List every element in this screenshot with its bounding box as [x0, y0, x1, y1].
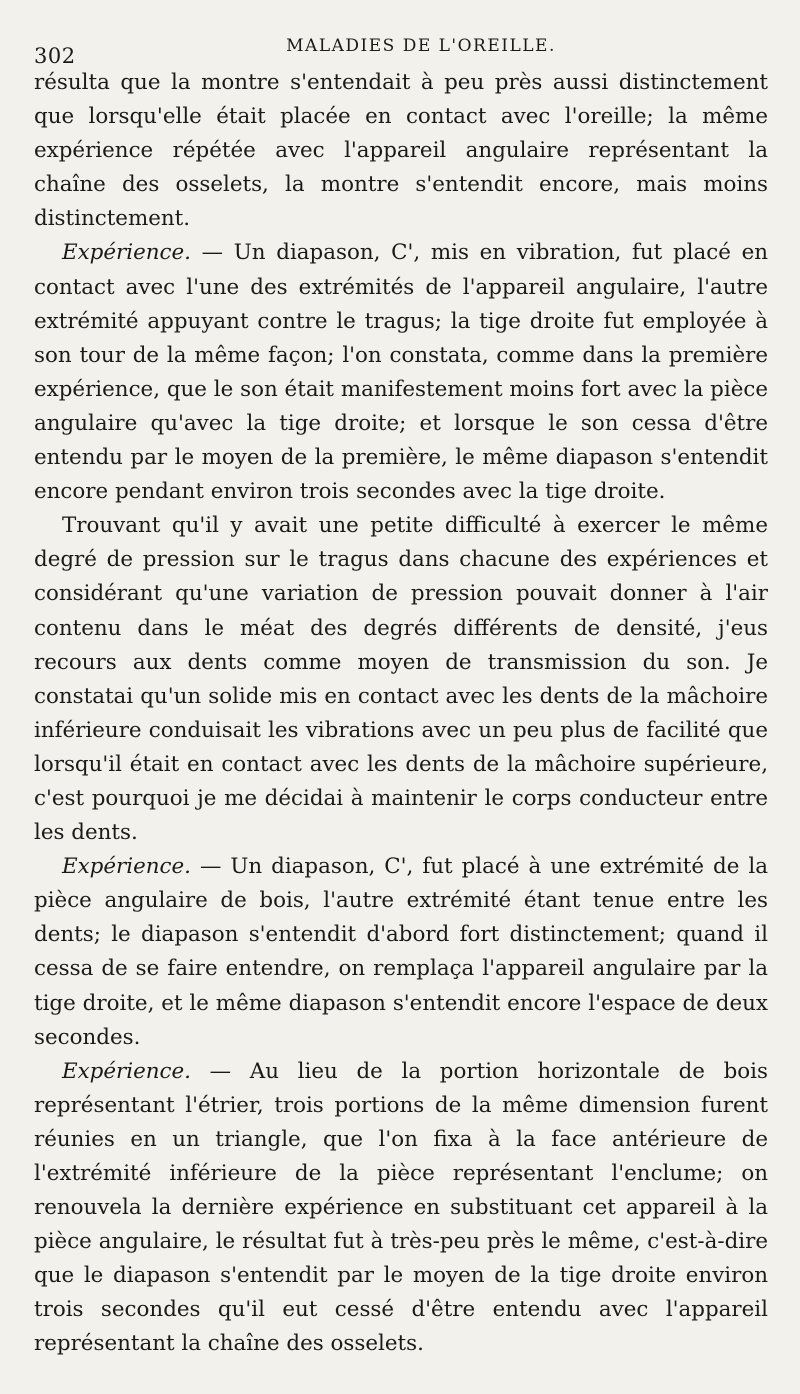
- paragraph-teeth-method: [34, 509, 768, 850]
- paragraph-experience-3: [34, 1055, 768, 1362]
- paragraph-text: — Au lieu de la portion horizontale de bois représentant l'étrier, trois portions de la même dimension furent réunies en un triangle, que l'on fixa à la face antérieure de l'extrémité inférieure de la pièce représentant l'enclume; on renouvela la dernière expérience en substituant cet appareil à la pièce angulaire, le résultat fut à très-peu près le même, c'est-à-dire que le diapason s'entendit par le moyen de la tige droite environ trois secondes qu'il eut cessé d'être entendu avec l'appareil représentant la chaîne des osselets.: [34, 1058, 768, 1357]
- paragraph-experience-1: [34, 236, 768, 509]
- paragraph-text: — Un diapason, C', fut placé à une extrémité de la pièce angulaire de bois, l'autre extrémité étant tenue entre les dents; le diapason s'entendit d'abord fort distinctement; quand il cessa de se faire entendre, on remplaça l'appareil angulaire par la tige droite, et le même diapason s'entendit encore l'espace de deux secondes.: [34, 854, 768, 1050]
- running-title: MALADIES DE L'OREILLE.: [286, 36, 556, 56]
- paragraph-lead: Expérience.: [62, 854, 191, 880]
- paragraph-text: Trouvant qu'il y avait une petite difficulté à exercer le même degré de pression sur le tragus dans chacune des expériences et considérant qu'une variation de pression pouvait donner à l'air contenu dans le méat des degrés différents de densité, j'eus recours aux dents comme moyen de transmission du son. Je constatai qu'un solide mis en contact avec les dents de la mâchoire inférieure conduisait les vibrations avec un peu plus de facilité que lorsqu'il était en contact avec les dents de la mâchoire supérieure, c'est pourquoi je me décidai à maintenir le corps conducteur entre les dents.: [34, 513, 768, 846]
- paragraph-experience-2: [34, 850, 768, 1055]
- page-number: 302: [34, 44, 76, 68]
- paragraph-text: résulta que la montre s'entendait à peu près aussi distinctement que lorsqu'elle était placée en contact avec l'oreille; la même expérience répétée avec l'appareil angulaire représentant la chaîne des osselets, la montre s'entendit encore, mais moins distinctement.: [34, 70, 768, 232]
- paragraph-lead: Expérience.: [62, 1058, 191, 1084]
- running-head: [34, 26, 768, 66]
- paragraph-lead: Expérience.: [62, 240, 191, 266]
- paragraph-continuation: [34, 66, 768, 236]
- body-text: [34, 66, 768, 1362]
- paragraph-text: — Un diapason, C', mis en vibration, fut placé en contact avec l'une des extrémités de l'appareil angulaire, l'autre extrémité appuyant contre le tragus; la tige droite fut employée à son tour de la même façon; l'on constata, comme dans la première expérience, que le son était manifestement moins fort avec la pièce angulaire qu'avec la tige droite; et lorsque le son cessa d'être entendu par le moyen de la première, le même diapason s'entendit encore pendant environ trois secondes avec la tige droite.: [34, 240, 768, 505]
